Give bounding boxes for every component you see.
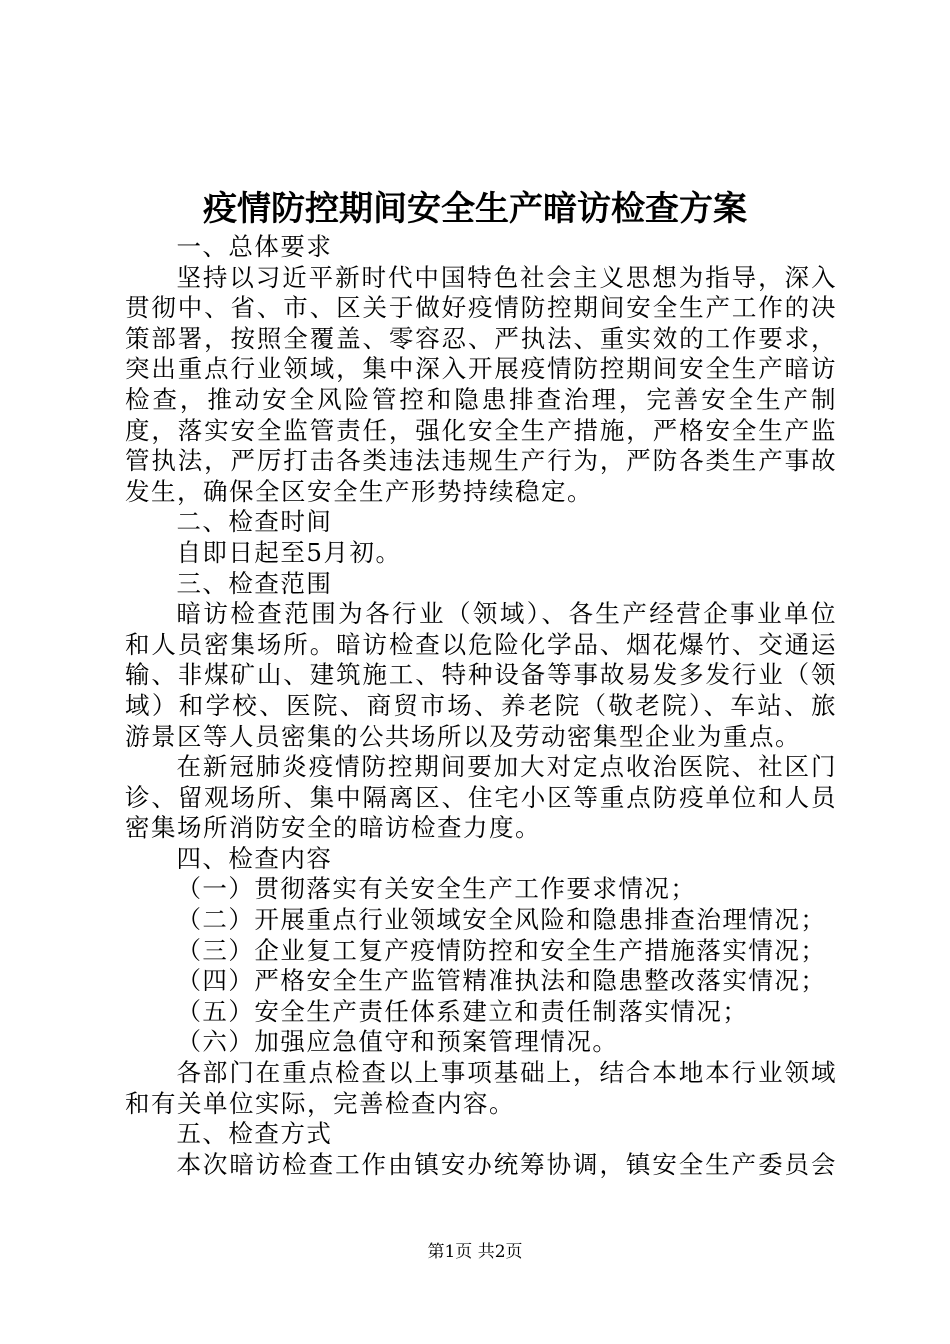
page-footer: 第1页 共2页 bbox=[427, 1242, 523, 1262]
document-title: 疫情防控期间安全生产暗访检查方案 bbox=[203, 189, 747, 229]
list-item-content-4: （四）严格安全生产监管精准执法和隐患整改落实情况； bbox=[176, 966, 827, 996]
paragraph-inspection-method: 本次暗访检查工作由镇安办统筹协调，镇安全生产委员会 bbox=[176, 1149, 837, 1179]
list-item-content-2: （二）开展重点行业领域安全风险和隐患排查治理情况； bbox=[176, 905, 827, 935]
section-heading-5: 五、检查方式 bbox=[176, 1119, 333, 1149]
list-item-content-1: （一）贯彻落实有关安全生产工作要求情况； bbox=[176, 874, 697, 904]
list-item-content-3: （三）企业复工复产疫情防控和安全生产措施落实情况； bbox=[176, 935, 827, 965]
paragraph-inspection-time: 自即日起至5月初。 bbox=[176, 537, 402, 567]
section-heading-3: 三、检查范围 bbox=[176, 568, 333, 598]
paragraph-general-requirements: 坚持以习近平新时代中国特色社会主义思想为指导，深入贯彻中、省、市、区关于做好疫情防控期间安全生产工作的决策部署，按照全覆盖、零容忍、严执法、重实效的工作要求，突出重点行业领域，集中深入开展疫情防控期间安全生产暗访检查，推动安全风险管控和隐患排查治理，完善安全生产制度，落实安全监管责任，强化安全生产措施，严格安全生产监管执法，严厉打击各类违法违规生产行为，严防各类生产事故发生，确保全区安全生产形势持续稳定。 bbox=[125, 262, 837, 506]
section-heading-2: 二、检查时间 bbox=[176, 507, 333, 537]
document-body bbox=[125, 232, 837, 1180]
section-heading-1: 一、总体要求 bbox=[176, 232, 333, 261]
list-item-content-6: （六）加强应急值守和预案管理情况。 bbox=[176, 1027, 619, 1057]
paragraph-inspection-scope: 暗访检查范围为各行业（领域）、各生产经营企事业单位和人员密集场所。暗访检查以危险化学品、烟花爆竹、交通运输、非煤矿山、建筑施工、特种设备等事故易发多发行业（领域）和学校、医院、商贸市场、养老院（敬老院）、车站、旅游景区等人员密集的公共场所以及劳动密集型企业为重点。 bbox=[125, 599, 837, 751]
paragraph-epidemic-scope: 在新冠肺炎疫情防控期间要加大对定点收治医院、社区门诊、留观场所、集中隔离区、住宅小区等重点防疫单位和人员密集场所消防安全的暗访检查力度。 bbox=[125, 752, 837, 843]
section-heading-4: 四、检查内容 bbox=[176, 843, 333, 873]
paragraph-department-content: 各部门在重点检查以上事项基础上，结合本地本行业领域和有关单位实际，完善检查内容。 bbox=[125, 1058, 837, 1118]
list-item-content-5: （五）安全生产责任体系建立和责任制落实情况； bbox=[176, 996, 749, 1026]
